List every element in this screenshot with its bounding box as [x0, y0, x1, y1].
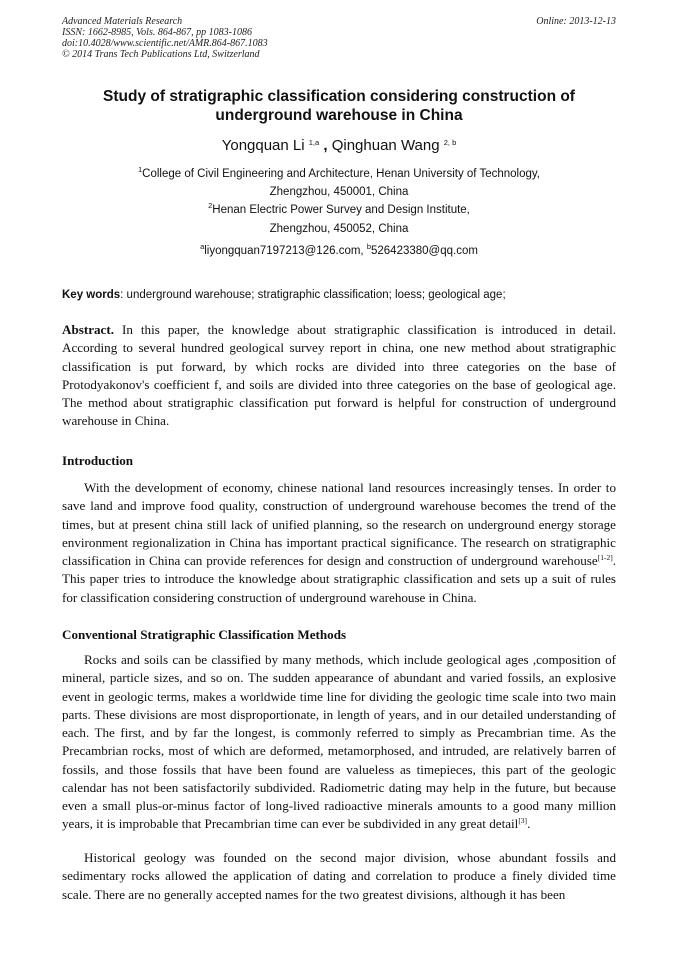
abstract-text: In this paper, the knowledge about stratigraphic classification is introduced in detail. According to several hundred geological survey report in china, one new method about stratigraphic classification is put forward, by which rocks are divided into three categories on the base of Protodyakonov's coefficient f, and soils are divided into three categories on the base of geological age. The method about stratigraphic classification put forward is helpful for construction of underground warehouse in China. [62, 322, 616, 429]
introduction-text-1: With the development of economy, chinese national land resources increasingly tenses. In order to save land and improve food quality, construction of underground warehouse becomes the trend of the times, but at present china still lack of unified planning, so the research on underground energy storage environment regionalization in China has important practical significance. The research on stratigraphic classification in China can provide references for design and construction of underground warehouse [62, 480, 616, 568]
citation-3[interactable]: [3] [518, 816, 528, 826]
journal-header [62, 16, 616, 60]
author-emails [62, 243, 616, 259]
affiliation-1-line-2: Zhengzhou, 450001, China [269, 186, 409, 199]
conventional-p1-text: Rocks and soils can be classified by many methods, which include geological ages ,composition of mineral, particle sizes, and so on. The sudden appearance of abundant and varied fossils, an explosive event in geologic terms, makes a worldwide time line for dividing the geologic time scale into two main parts. These divisions are most disproportionate, in length of years, and in our detailed understanding of each. The first, and by far the longest, is commonly referred to simply as Precambrian time. As the Precambrian rocks, most of which are deformed, metamorphosed, and intruded, are relatively barren of fossils, and those fossils that have been found are valueless as timepieces, this part of the geologic calendar has not been satisfactorily subdivided. Radiometric dating may help in the future, but because even a small plus-or-minus factor of long-lived radioactive minerals amounts to a good many million years, it is improbable that Precambrian time can ever be subdivided in any great detail [62, 652, 616, 832]
affiliation-2 [62, 201, 616, 237]
abstract [62, 321, 616, 431]
conventional-methods-heading: Conventional Stratigraphic Classification Methods [62, 627, 347, 642]
introduction-text-2: . This paper tries to introduce the knowledge about stratigraphic classification and sets up a suit of rules for classification considering construction of underground warehouse in China. [62, 553, 616, 605]
affiliation-2-line-2: Zhengzhou, 450052, China [269, 222, 409, 235]
abstract-label: Abstract. [62, 322, 114, 337]
affiliation-2-mark: 2 [208, 201, 213, 211]
author-1: Yongquan Li [221, 137, 305, 154]
author-separator: , [319, 137, 332, 154]
introduction-paragraph [62, 479, 616, 607]
doi-line: doi:10.4028/www.scientific.net/AMR.864-867.1083 [62, 38, 268, 49]
author-line [62, 137, 616, 155]
conventional-paragraph-1 [62, 651, 616, 834]
paper-title: Study of stratigraphic classification considering construction of underground warehouse in China [103, 88, 575, 124]
email-a-mark: a [200, 242, 205, 251]
affiliation-1-mark: 1 [138, 165, 143, 174]
author-1-affiliation-mark: 1,a [308, 138, 320, 147]
keywords-label: Key words [62, 289, 121, 301]
keywords-text: : underground warehouse; stratigraphic classification; loess; geological age; [120, 289, 506, 301]
copyright-line: © 2014 Trans Tech Publications Ltd, Switzerland [62, 49, 260, 60]
author-2-affiliation-mark: 2, b [443, 138, 457, 147]
online-date: Online: 2013-12-13 [536, 16, 616, 27]
conventional-paragraph-2: Historical geology was founded on the second major division, whose abundant fossils and sedimentary rocks allowed the application of dating and correlation to produce a finely divided time scale. There are no generally accepted names for the two greatest divisions, although it has been [62, 850, 616, 902]
citation-1-2[interactable]: [1-2] [597, 553, 613, 562]
email-b[interactable]: 526423380@qq.com [370, 245, 478, 257]
affiliation-1-line-1: College of Civil Engineering and Architecture, Henan University of Technology, [142, 168, 540, 180]
introduction-heading: Introduction [62, 453, 134, 468]
author-2: Qinghuan Wang [331, 137, 440, 154]
affiliation-1 [62, 165, 616, 201]
email-a[interactable]: liyongquan7197213@126.com, [204, 245, 367, 257]
affiliations [62, 165, 616, 238]
keywords [62, 287, 616, 303]
journal-name: Advanced Materials Research [62, 16, 183, 27]
affiliation-2-line-1: Henan Electric Power Survey and Design Institute, [212, 204, 470, 217]
email-b-mark: b [366, 242, 371, 251]
conventional-p1-end: . [527, 816, 531, 832]
issn-line: ISSN: 1662-8985, Vols. 864-867, pp 1083-1086 [62, 27, 252, 38]
